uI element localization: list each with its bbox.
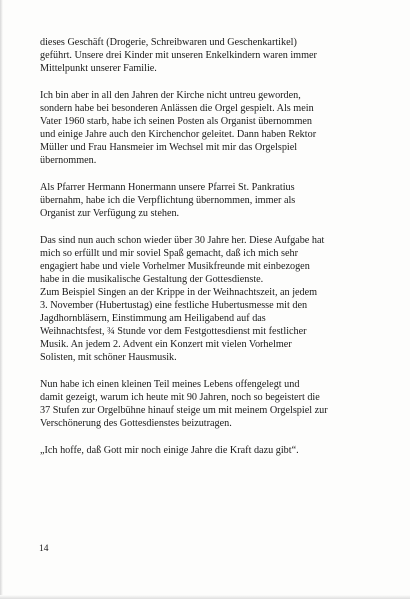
text-line: Organist zur Verfügung zu stehen. <box>40 208 180 219</box>
text-line: Weihnachtsfest, ¾ Stunde vor dem Festgottesdienst mit festlicher <box>40 326 307 337</box>
text-line: übernahm, habe ich die Verpflichtung übernommen, immer als <box>40 195 296 206</box>
text-line: Musik. An jedem 2. Advent ein Konzert mit vielen Vorhelmer <box>40 339 292 350</box>
text-line: Jagdhornbläsern, Einstimmung am Heiligabend auf das <box>40 313 266 324</box>
text-line: Als Pfarrer Hermann Honermann unsere Pfarrei St. Pankratius <box>40 182 295 193</box>
text-line: dieses Geschäft (Drogerie, Schreibwaren und Geschenkartikel) <box>40 37 297 48</box>
page-shadow-left <box>0 0 3 599</box>
text-line: Vater 1960 starb, habe ich seinen Posten als Organist übernommen <box>40 116 312 127</box>
text-line: und einige Jahre auch den Kirchenchor geleitet. Dann haben Rektor <box>40 129 317 140</box>
paragraph <box>40 36 380 75</box>
paragraph <box>40 378 380 430</box>
text-line: sondern habe bei besonderen Anlässen die Orgel gespielt. Als mein <box>40 103 314 114</box>
paragraph <box>40 234 380 364</box>
text-line: habe in die musikalische Gestaltung der Gottesdienste. <box>40 274 264 285</box>
text-line: Nun habe ich einen kleinen Teil meines Lebens offengelegt und <box>40 379 300 390</box>
page-number: 14 <box>39 544 49 554</box>
paragraph <box>40 181 380 220</box>
text-line: „Ich hoffe, daß Gott mir noch einige Jahre die Kraft dazu gibt“. <box>40 445 299 456</box>
paragraph <box>40 89 380 167</box>
text-line: mich so erfüllt und mir soviel Spaß gemacht, daß ich mich sehr <box>40 248 299 259</box>
text-line: Zum Beispiel Singen an der Krippe in der Weihnachtszeit, an jedem <box>40 287 318 298</box>
text-line: 3. November (Hubertustag) eine festliche Hubertusmesse mit den <box>40 300 308 311</box>
text-line: damit gezeigt, warum ich heute mit 90 Jahren, noch so begeistert die <box>40 392 320 403</box>
text-line: geführt. Unsere drei Kinder mit unseren Enkelkindern waren immer <box>40 50 317 61</box>
text-line: Solisten, mit schöner Hausmusik. <box>40 352 177 363</box>
text-line: Müller und Frau Hansmeier im Wechsel mit mir das Orgelspiel <box>40 142 298 153</box>
page-shadow-bottom <box>0 595 410 599</box>
body-text <box>40 36 380 457</box>
text-line: 37 Stufen zur Orgelbühne hinauf steige um mit meinem Orgelspiel zur <box>40 405 328 416</box>
paragraph <box>40 444 380 457</box>
text-line: Das sind nun auch schon wieder über 30 Jahre her. Diese Aufgabe hat <box>40 235 325 246</box>
text-line: engagiert habe und viele Vorhelmer Musikfreunde mit einbezogen <box>40 261 310 272</box>
text-line: Ich bin aber in all den Jahren der Kirche nicht untreu geworden, <box>40 90 301 101</box>
text-line: Verschönerung des Gottesdienstes beizutragen. <box>40 418 232 429</box>
text-line: übernommen. <box>40 155 97 166</box>
text-line: Mittelpunkt unserer Familie. <box>40 63 157 74</box>
